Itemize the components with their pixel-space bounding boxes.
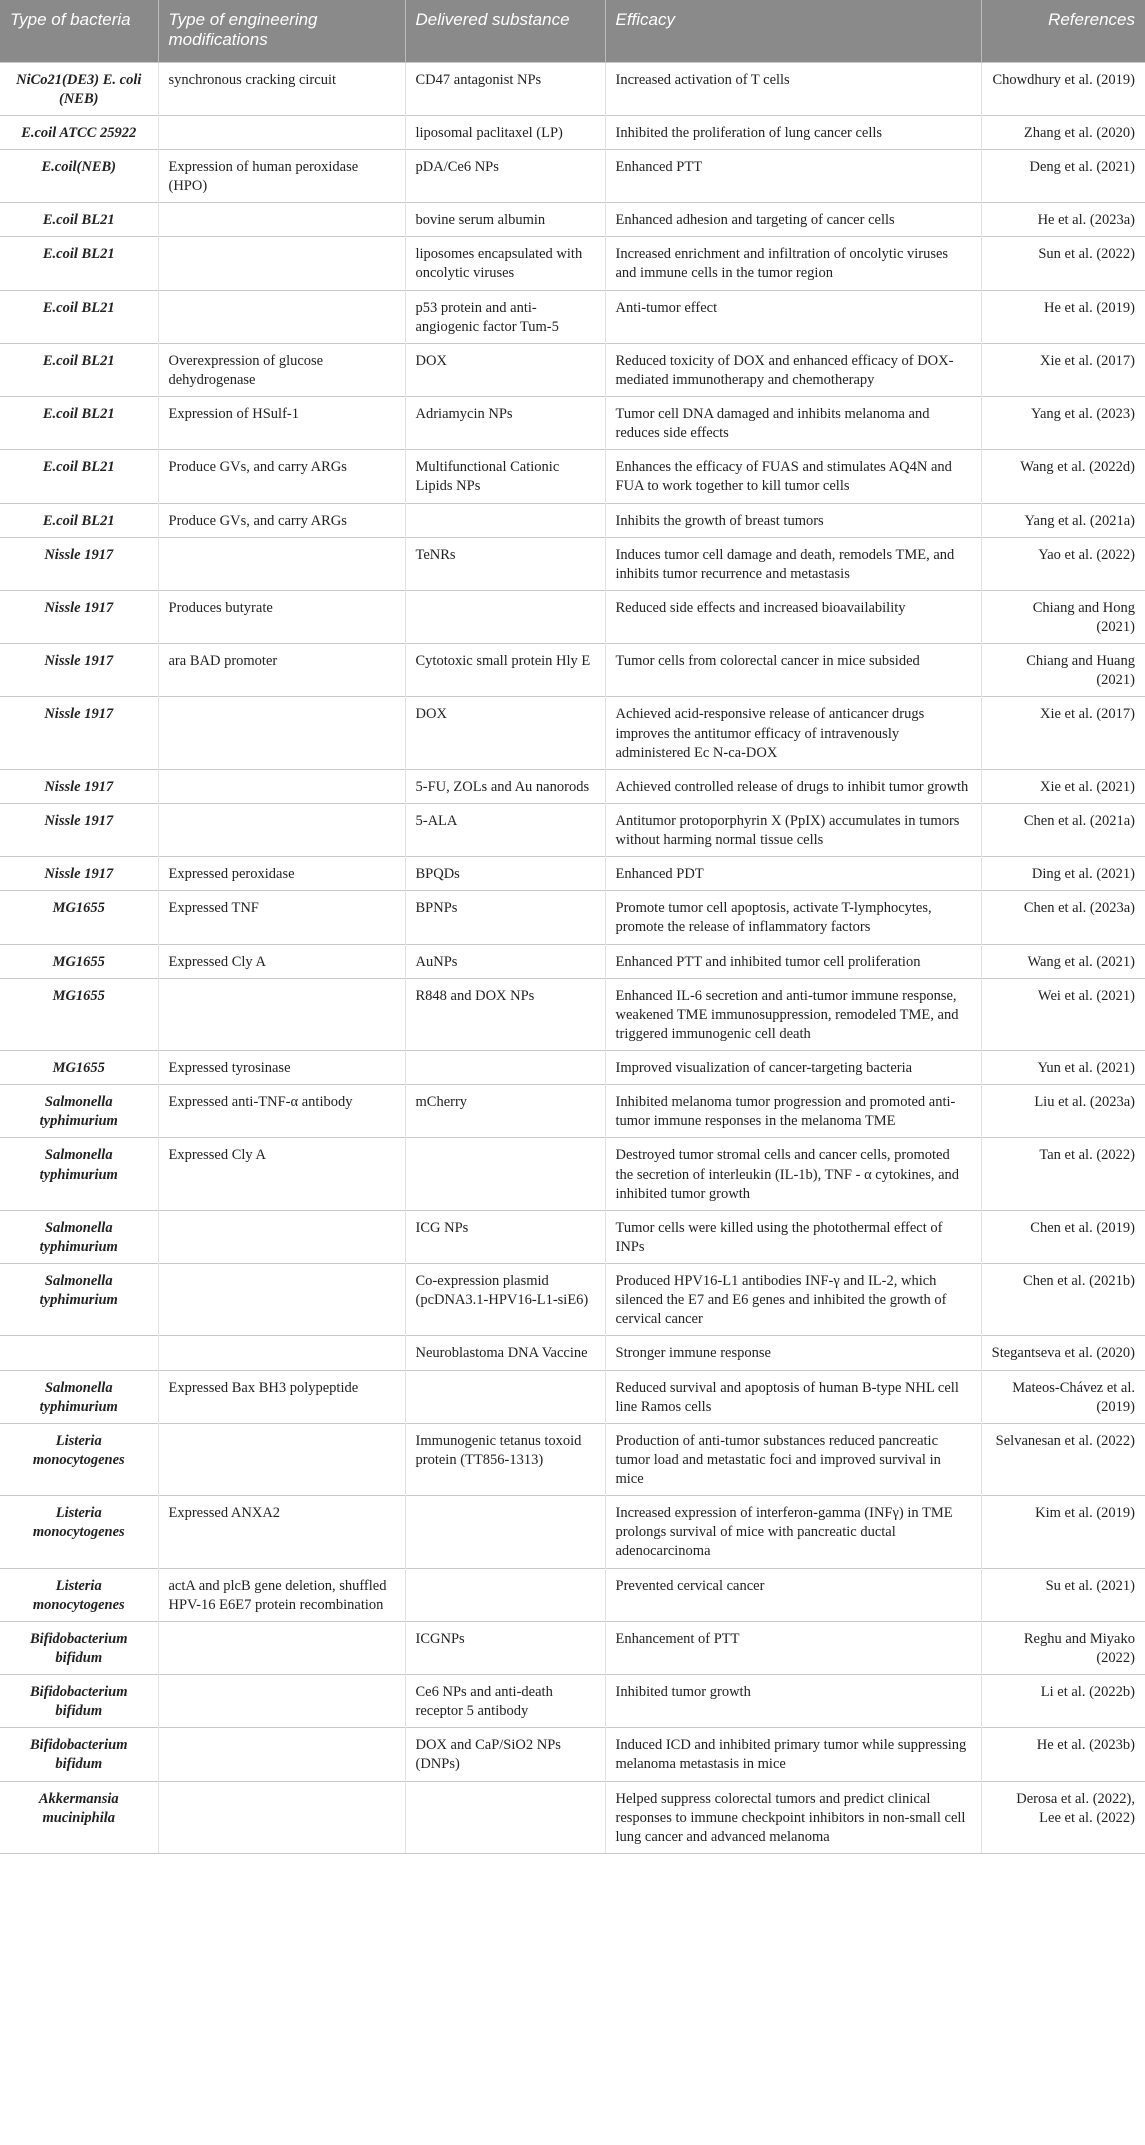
table-row (0, 803, 1145, 856)
delivered-substance-cell (405, 1496, 605, 1568)
bacteria-type-cell: Listeria monocytogenes (0, 1496, 158, 1568)
efficacy-cell: Tumor cells from colorectal cancer in mice subsided (605, 644, 981, 697)
delivered-substance-cell: TeNRs (405, 537, 605, 590)
efficacy-cell: Induced ICD and inhibited primary tumor while suppressing melanoma metastasis in mice (605, 1728, 981, 1781)
efficacy-cell: Enhanced adhesion and targeting of cancer cells (605, 203, 981, 237)
reference-cell: Liu et al. (2023a) (981, 1085, 1145, 1138)
reference-cell: Yang et al. (2021a) (981, 503, 1145, 537)
efficacy-cell: Tumor cells were killed using the photothermal effect of INPs (605, 1210, 981, 1263)
bacteria-type-cell: Salmonella typhimurium (0, 1138, 158, 1210)
table-row (0, 1568, 1145, 1621)
reference-cell: Xie et al. (2021) (981, 769, 1145, 803)
table-row (0, 450, 1145, 503)
engineering-modification-cell (158, 115, 405, 149)
reference-cell: Reghu and Miyako (2022) (981, 1621, 1145, 1674)
engineering-modification-cell (158, 537, 405, 590)
delivered-substance-cell: Co-expression plasmid (pcDNA3.1-HPV16-L1-siE6) (405, 1264, 605, 1336)
bacteria-type-cell: Bifidobacterium bifidum (0, 1675, 158, 1728)
bacteria-type-cell: Nissle 1917 (0, 769, 158, 803)
engineering-modification-cell: Produces butyrate (158, 590, 405, 643)
delivered-substance-cell (405, 1138, 605, 1210)
table-row (0, 62, 1145, 115)
delivered-substance-cell: pDA/Ce6 NPs (405, 149, 605, 202)
table-row (0, 857, 1145, 891)
efficacy-cell: Stronger immune response (605, 1336, 981, 1370)
reference-cell: Yao et al. (2022) (981, 537, 1145, 590)
delivered-substance-cell: Immunogenic tetanus toxoid protein (TT856-1313) (405, 1423, 605, 1495)
delivered-substance-cell: liposomal paclitaxel (LP) (405, 115, 605, 149)
table-row (0, 397, 1145, 450)
reference-cell: Chowdhury et al. (2019) (981, 62, 1145, 115)
efficacy-cell: Enhanced PDT (605, 857, 981, 891)
delivered-substance-cell: DOX and CaP/SiO2 NPs (DNPs) (405, 1728, 605, 1781)
table-row (0, 1728, 1145, 1781)
delivered-substance-cell: 5-ALA (405, 803, 605, 856)
header-engineering-modifications: Type of engineering modifications (158, 0, 405, 62)
efficacy-cell: Helped suppress colorectal tumors and predict clinical responses to immune checkpoint inhibitors in non-small cell lung cancer and advanced melanoma (605, 1781, 981, 1853)
delivered-substance-cell: ICG NPs (405, 1210, 605, 1263)
bacteria-type-cell: E.coil BL21 (0, 450, 158, 503)
table-row (0, 503, 1145, 537)
table-row (0, 644, 1145, 697)
delivered-substance-cell: Ce6 NPs and anti-death receptor 5 antibody (405, 1675, 605, 1728)
table-row (0, 1336, 1145, 1370)
efficacy-cell: Enhanced PTT (605, 149, 981, 202)
engineering-modification-cell: Expressed Cly A (158, 1138, 405, 1210)
efficacy-cell: Enhancement of PTT (605, 1621, 981, 1674)
engineering-modification-cell (158, 1728, 405, 1781)
table-header (0, 0, 1145, 62)
efficacy-cell: Increased activation of T cells (605, 62, 981, 115)
delivered-substance-cell: BPQDs (405, 857, 605, 891)
bacteria-type-cell: Nissle 1917 (0, 697, 158, 769)
reference-cell: Yang et al. (2023) (981, 397, 1145, 450)
table-row (0, 697, 1145, 769)
bacteria-type-cell: Nissle 1917 (0, 537, 158, 590)
delivered-substance-cell: Cytotoxic small protein Hly E (405, 644, 605, 697)
engineering-modification-cell (158, 697, 405, 769)
delivered-substance-cell: Adriamycin NPs (405, 397, 605, 450)
engineering-modification-cell: Expression of human peroxidase (HPO) (158, 149, 405, 202)
bacteria-type-cell: Salmonella typhimurium (0, 1264, 158, 1336)
bacteria-type-cell: E.coil ATCC 25922 (0, 115, 158, 149)
reference-cell: He et al. (2023a) (981, 203, 1145, 237)
reference-cell: Zhang et al. (2020) (981, 115, 1145, 149)
engineering-modification-cell: actA and plcB gene deletion, shuffled HPV-16 E6E7 protein recombination (158, 1568, 405, 1621)
engineering-modification-cell: Expressed Cly A (158, 944, 405, 978)
engineering-modification-cell: Overexpression of glucose dehydrogenase (158, 343, 405, 396)
bacteria-type-cell: Nissle 1917 (0, 590, 158, 643)
bacteria-type-cell: Nissle 1917 (0, 803, 158, 856)
engineering-modification-cell (158, 978, 405, 1050)
reference-cell: Chen et al. (2023a) (981, 891, 1145, 944)
reference-cell: Wang et al. (2021) (981, 944, 1145, 978)
engineering-modification-cell (158, 1621, 405, 1674)
bacteria-type-cell: Nissle 1917 (0, 644, 158, 697)
efficacy-cell: Enhanced IL-6 secretion and anti-tumor immune response, weakened TME immunosuppression, remodeled TME, and triggered immunogenic cell death (605, 978, 981, 1050)
reference-cell: Derosa et al. (2022), Lee et al. (2022) (981, 1781, 1145, 1853)
efficacy-cell: Antitumor protoporphyrin X (PpIX) accumulates in tumors without harming normal tissue cells (605, 803, 981, 856)
bacteria-type-cell: MG1655 (0, 1051, 158, 1085)
efficacy-cell: Achieved controlled release of drugs to inhibit tumor growth (605, 769, 981, 803)
delivered-substance-cell: bovine serum albumin (405, 203, 605, 237)
header-delivered-substance: Delivered substance (405, 0, 605, 62)
bacteria-type-cell (0, 1336, 158, 1370)
table-row (0, 1423, 1145, 1495)
efficacy-cell: Anti-tumor effect (605, 290, 981, 343)
engineering-modification-cell: Produce GVs, and carry ARGs (158, 503, 405, 537)
delivered-substance-cell: liposomes encapsulated with oncolytic viruses (405, 237, 605, 290)
table-row (0, 944, 1145, 978)
engineering-modification-cell (158, 1336, 405, 1370)
bacteria-type-cell: Salmonella typhimurium (0, 1370, 158, 1423)
delivered-substance-cell: Multifunctional Cationic Lipids NPs (405, 450, 605, 503)
table-row (0, 1621, 1145, 1674)
delivered-substance-cell: ICGNPs (405, 1621, 605, 1674)
engineering-modification-cell (158, 1781, 405, 1853)
table-row (0, 343, 1145, 396)
reference-cell: Selvanesan et al. (2022) (981, 1423, 1145, 1495)
engineering-modification-cell (158, 1210, 405, 1263)
delivered-substance-cell: BPNPs (405, 891, 605, 944)
table-row (0, 978, 1145, 1050)
efficacy-cell: Reduced survival and apoptosis of human B-type NHL cell line Ramos cells (605, 1370, 981, 1423)
table-row (0, 590, 1145, 643)
efficacy-cell: Increased enrichment and infiltration of oncolytic viruses and immune cells in the tumor region (605, 237, 981, 290)
engineering-modification-cell (158, 290, 405, 343)
table-row (0, 1138, 1145, 1210)
table-body (0, 62, 1145, 1853)
bacteria-type-cell: Bifidobacterium bifidum (0, 1621, 158, 1674)
reference-cell: Chiang and Hong (2021) (981, 590, 1145, 643)
engineering-modification-cell (158, 1264, 405, 1336)
bacteria-type-cell: E.coil BL21 (0, 503, 158, 537)
reference-cell: Tan et al. (2022) (981, 1138, 1145, 1210)
efficacy-cell: Enhances the efficacy of FUAS and stimulates AQ4N and FUA to work together to kill tumor cells (605, 450, 981, 503)
bacteria-type-cell: Akkermansia muciniphila (0, 1781, 158, 1853)
efficacy-cell: Increased expression of interferon-gamma (INFγ) in TME prolongs survival of mice with pancreatic ductal adenocarcinoma (605, 1496, 981, 1568)
reference-cell: Chen et al. (2021b) (981, 1264, 1145, 1336)
reference-cell: Deng et al. (2021) (981, 149, 1145, 202)
bacteria-type-cell: MG1655 (0, 978, 158, 1050)
engineering-modification-cell: synchronous cracking circuit (158, 62, 405, 115)
header-row (0, 0, 1145, 62)
bacteria-type-cell: MG1655 (0, 891, 158, 944)
engineering-modification-cell (158, 803, 405, 856)
reference-cell: Mateos-Chávez et al. (2019) (981, 1370, 1145, 1423)
efficacy-cell: Inhibits the growth of breast tumors (605, 503, 981, 537)
delivered-substance-cell: mCherry (405, 1085, 605, 1138)
table-row (0, 1210, 1145, 1263)
table-row (0, 149, 1145, 202)
reference-cell: Chen et al. (2019) (981, 1210, 1145, 1263)
reference-cell: Xie et al. (2017) (981, 343, 1145, 396)
delivered-substance-cell (405, 1781, 605, 1853)
bacteria-type-cell: MG1655 (0, 944, 158, 978)
reference-cell: He et al. (2023b) (981, 1728, 1145, 1781)
reference-cell: Xie et al. (2017) (981, 697, 1145, 769)
efficacy-cell: Inhibited melanoma tumor progression and promoted anti-tumor immune responses in the melanoma TME (605, 1085, 981, 1138)
bacteria-type-cell: Salmonella typhimurium (0, 1085, 158, 1138)
efficacy-cell: Inhibited the proliferation of lung cancer cells (605, 115, 981, 149)
engineering-modification-cell: Expressed peroxidase (158, 857, 405, 891)
delivered-substance-cell (405, 590, 605, 643)
table-row (0, 1370, 1145, 1423)
efficacy-cell: Prevented cervical cancer (605, 1568, 981, 1621)
delivered-substance-cell: p53 protein and anti-angiogenic factor Tum-5 (405, 290, 605, 343)
engineering-modification-cell (158, 237, 405, 290)
table-row (0, 1496, 1145, 1568)
delivered-substance-cell (405, 1370, 605, 1423)
header-references: References (981, 0, 1145, 62)
engineering-modification-cell (158, 1675, 405, 1728)
bacteria-type-cell: E.coil BL21 (0, 237, 158, 290)
efficacy-cell: Production of anti-tumor substances reduced pancreatic tumor load and metastatic foci and improved survival in mice (605, 1423, 981, 1495)
bacteria-type-cell: E.coil BL21 (0, 290, 158, 343)
reference-cell: Su et al. (2021) (981, 1568, 1145, 1621)
delivered-substance-cell: DOX (405, 697, 605, 769)
delivered-substance-cell (405, 503, 605, 537)
bacteria-type-cell: Bifidobacterium bifidum (0, 1728, 158, 1781)
delivered-substance-cell (405, 1568, 605, 1621)
reference-cell: Sun et al. (2022) (981, 237, 1145, 290)
engineering-modification-cell: Expressed ANXA2 (158, 1496, 405, 1568)
reference-cell: He et al. (2019) (981, 290, 1145, 343)
header-bacteria-type: Type of bacteria (0, 0, 158, 62)
engineering-modification-cell (158, 203, 405, 237)
bacteria-type-cell: E.coil BL21 (0, 397, 158, 450)
engineering-modification-cell: Expressed tyrosinase (158, 1051, 405, 1085)
delivered-substance-cell: CD47 antagonist NPs (405, 62, 605, 115)
bacteria-type-cell: E.coil BL21 (0, 343, 158, 396)
bacteria-type-cell: Nissle 1917 (0, 857, 158, 891)
table-row (0, 1085, 1145, 1138)
reference-cell: Stegantseva et al. (2020) (981, 1336, 1145, 1370)
table-row (0, 115, 1145, 149)
bacteria-type-cell: E.coil(NEB) (0, 149, 158, 202)
bacteria-type-cell: Listeria monocytogenes (0, 1423, 158, 1495)
delivered-substance-cell: AuNPs (405, 944, 605, 978)
efficacy-cell: Induces tumor cell damage and death, remodels TME, and inhibits tumor recurrence and metastasis (605, 537, 981, 590)
reference-cell: Wei et al. (2021) (981, 978, 1145, 1050)
table-row (0, 891, 1145, 944)
table-row (0, 237, 1145, 290)
efficacy-cell: Produced HPV16-L1 antibodies INF-γ and IL-2, which silenced the E7 and E6 genes and inhibited the growth of cervical cancer (605, 1264, 981, 1336)
efficacy-cell: Destroyed tumor stromal cells and cancer cells, promoted the secretion of interleukin (IL-1b), TNF - α cytokines, and inhibited tumor growth (605, 1138, 981, 1210)
reference-cell: Chen et al. (2021a) (981, 803, 1145, 856)
reference-cell: Chiang and Huang (2021) (981, 644, 1145, 697)
bacteria-type-cell: Listeria monocytogenes (0, 1568, 158, 1621)
engineering-modification-cell: Produce GVs, and carry ARGs (158, 450, 405, 503)
efficacy-cell: Achieved acid-responsive release of anticancer drugs improves the antitumor efficacy of intravenously administered Ec N-ca-DOX (605, 697, 981, 769)
engineering-modification-cell: Expression of HSulf-1 (158, 397, 405, 450)
table-row (0, 537, 1145, 590)
engineering-modification-cell: Expressed Bax BH3 polypeptide (158, 1370, 405, 1423)
efficacy-cell: Tumor cell DNA damaged and inhibits melanoma and reduces side effects (605, 397, 981, 450)
reference-cell: Kim et al. (2019) (981, 1496, 1145, 1568)
header-efficacy: Efficacy (605, 0, 981, 62)
table-row (0, 1675, 1145, 1728)
engineering-modification-cell (158, 1423, 405, 1495)
table-row (0, 290, 1145, 343)
reference-cell: Li et al. (2022b) (981, 1675, 1145, 1728)
efficacy-cell: Reduced side effects and increased bioavailability (605, 590, 981, 643)
efficacy-cell: Promote tumor cell apoptosis, activate T-lymphocytes, promote the release of inflammatory factors (605, 891, 981, 944)
delivered-substance-cell: 5-FU, ZOLs and Au nanorods (405, 769, 605, 803)
engineering-modification-cell: Expressed TNF (158, 891, 405, 944)
efficacy-cell: Enhanced PTT and inhibited tumor cell proliferation (605, 944, 981, 978)
delivered-substance-cell: Neuroblastoma DNA Vaccine (405, 1336, 605, 1370)
table-row (0, 1264, 1145, 1336)
table-row (0, 769, 1145, 803)
table-row (0, 1051, 1145, 1085)
table-row (0, 1781, 1145, 1853)
table-row (0, 203, 1145, 237)
reference-cell: Wang et al. (2022d) (981, 450, 1145, 503)
bacteria-type-cell: E.coil BL21 (0, 203, 158, 237)
engineering-modification-cell: Expressed anti-TNF-α antibody (158, 1085, 405, 1138)
efficacy-cell: Improved visualization of cancer-targeting bacteria (605, 1051, 981, 1085)
engineering-modification-cell (158, 769, 405, 803)
delivered-substance-cell (405, 1051, 605, 1085)
delivered-substance-cell: R848 and DOX NPs (405, 978, 605, 1050)
reference-cell: Ding et al. (2021) (981, 857, 1145, 891)
engineering-modification-cell: ara BAD promoter (158, 644, 405, 697)
efficacy-cell: Reduced toxicity of DOX and enhanced efficacy of DOX-mediated immunotherapy and chemotherapy (605, 343, 981, 396)
reference-cell: Yun et al. (2021) (981, 1051, 1145, 1085)
bacteria-type-cell: NiCo21(DE3) E. coli (NEB) (0, 62, 158, 115)
bacteria-type-cell: Salmonella typhimurium (0, 1210, 158, 1263)
delivered-substance-cell: DOX (405, 343, 605, 396)
efficacy-cell: Inhibited tumor growth (605, 1675, 981, 1728)
